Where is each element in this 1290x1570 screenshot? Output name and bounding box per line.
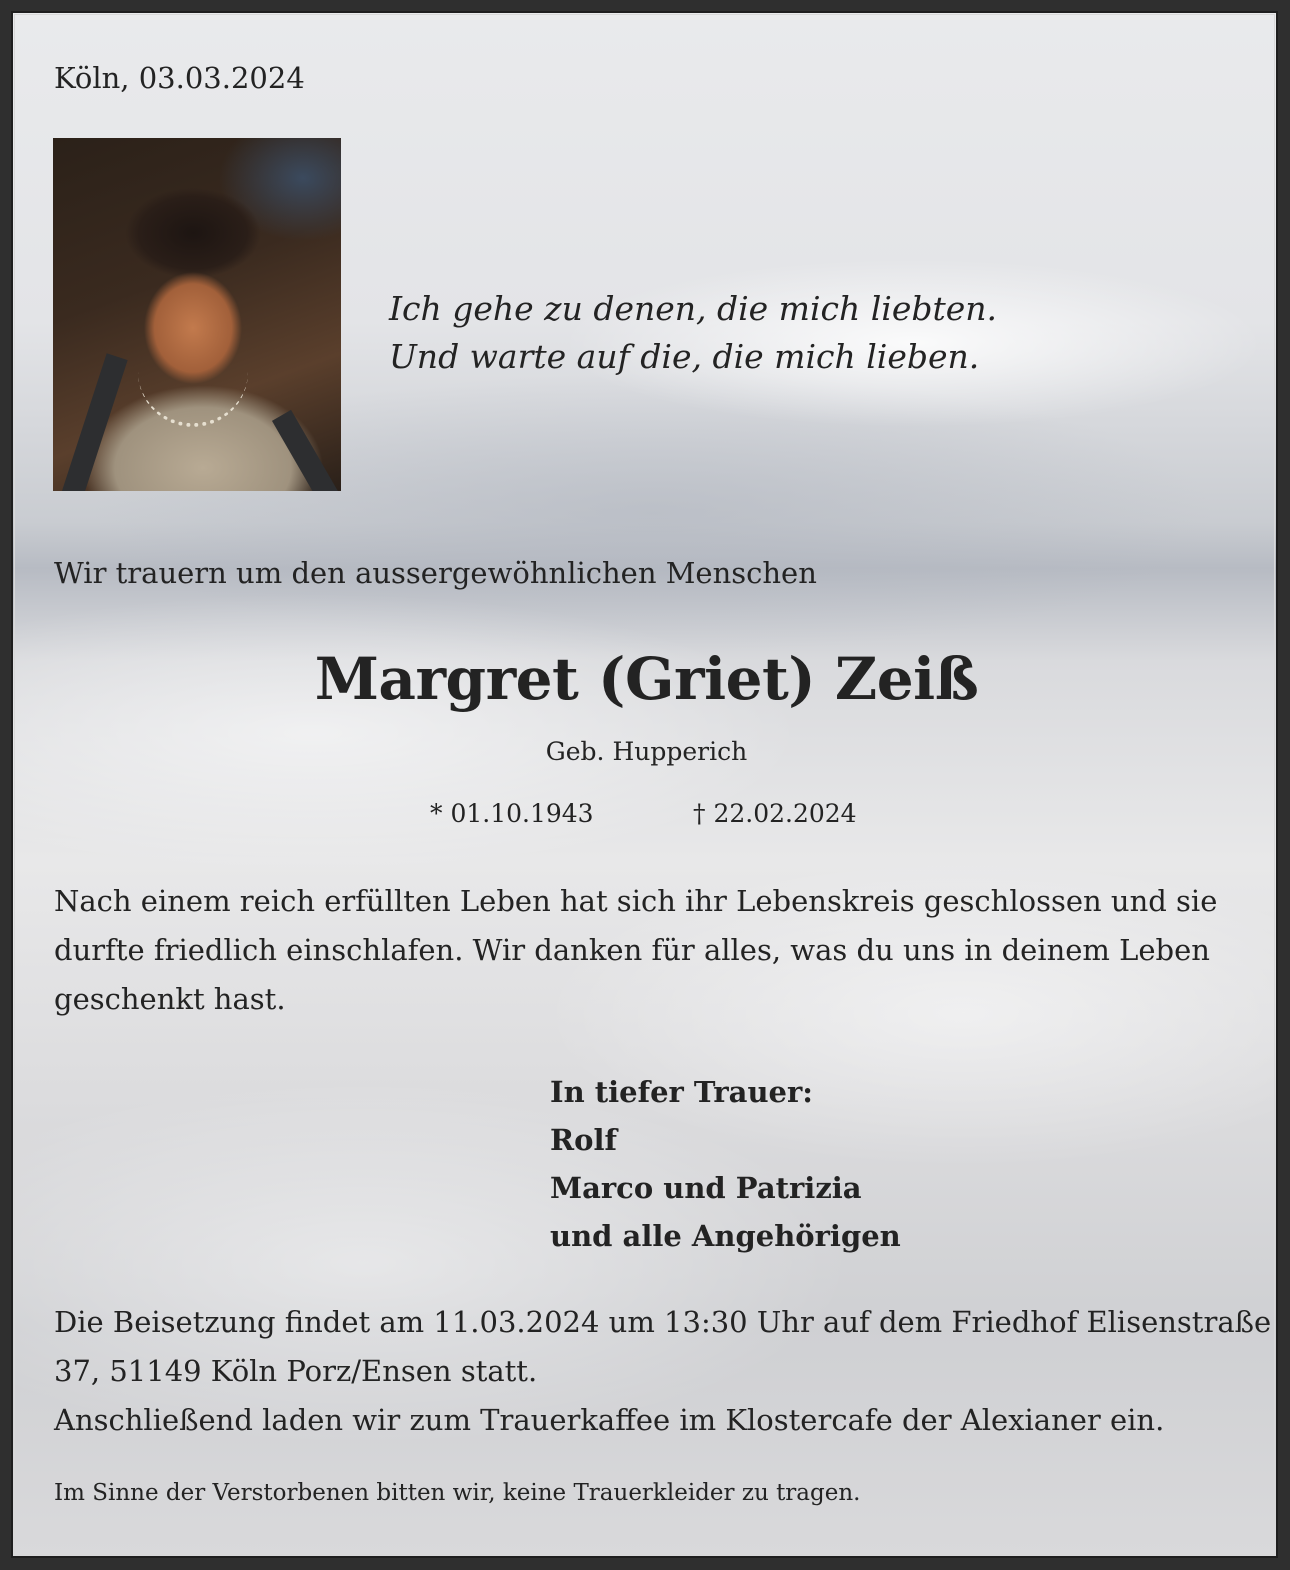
birth-date: * 01.10.1943 [430, 799, 594, 828]
place-date: Köln, 03.03.2024 [54, 61, 305, 95]
mourners-heading: In tiefer Trauer: [550, 1075, 813, 1109]
photo-detail-necklace [138, 363, 248, 427]
photo-detail-strap-right [272, 410, 341, 491]
obituary-card [11, 11, 1278, 1558]
photo-detail-strap-left [60, 353, 127, 491]
funeral-info [54, 1298, 1272, 1445]
quote-line-2: Und warte auf die, die mich lieben. [389, 337, 980, 376]
funeral-line-2: 37, 51149 Köln Porz/Ensen statt. [54, 1354, 538, 1388]
funeral-line-1: Die Beisetzung findet am 11.03.2024 um 13:30 Uhr auf dem Friedhof Elisenstraße [54, 1305, 1272, 1339]
mourner-name: und alle Angehörigen [550, 1219, 901, 1253]
memorial-quote [389, 285, 997, 381]
funeral-line-3: Anschließend laden wir zum Trauerkaffee im Klostercafe der Alexianer ein. [54, 1403, 1165, 1437]
quote-line-1: Ich gehe zu denen, die mich liebten. [389, 289, 998, 328]
maiden-name: Geb. Hupperich [545, 737, 748, 766]
dress-note: Im Sinne der Verstorbenen bitten wir, keine Trauerkleider zu tragen. [54, 1480, 861, 1506]
message-text: Nach einem reich erfüllten Leben hat sich ihr Lebenskreis geschlossen und sie durfte friedlich einschlafen. Wir danken für alles, was du uns in deinem Leben geschenkt hast. [54, 884, 1218, 1016]
mourners-block [550, 1068, 901, 1260]
death-date: † 22.02.2024 [693, 799, 857, 828]
mourner-name: Rolf [550, 1123, 617, 1157]
portrait-photo [53, 138, 341, 491]
intro-text: Wir trauern um den aussergewöhnlichen Menschen [54, 556, 817, 590]
mourner-name: Marco und Patrizia [550, 1171, 862, 1205]
deceased-name: Margret (Griet) Zeiß [314, 645, 979, 713]
